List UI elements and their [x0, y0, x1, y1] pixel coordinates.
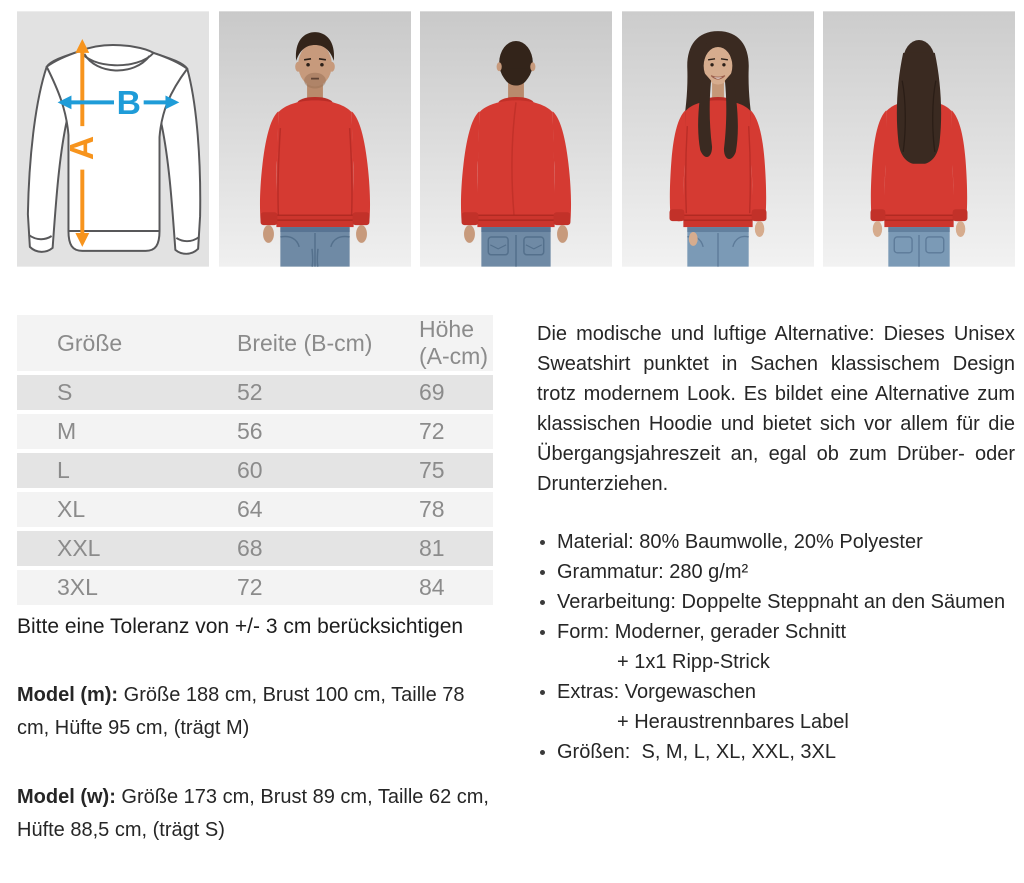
table-cell: 72 [236, 570, 418, 605]
bullet-dot-icon [540, 750, 545, 755]
description-column [537, 311, 1015, 883]
size-table-body [17, 375, 493, 605]
feature-subtext: + Heraustrennbares Label [617, 711, 849, 733]
table-row [17, 375, 493, 410]
feature-item [537, 587, 1015, 617]
table-cell: 60 [236, 453, 418, 488]
table-row [17, 531, 493, 566]
table-row [17, 570, 493, 605]
table-cell: 69 [418, 375, 493, 410]
bullet-dot-icon [540, 630, 545, 635]
table-cell: 81 [418, 531, 493, 566]
feature-text-wrap [557, 737, 836, 767]
size-table-header [17, 315, 493, 371]
feature-text-wrap [557, 557, 748, 587]
feature-item [537, 737, 1015, 767]
feature-item [537, 527, 1015, 557]
feature-item [537, 557, 1015, 587]
feature-item [537, 617, 1015, 677]
table-cell: 56 [236, 414, 418, 449]
table-cell: 3XL [17, 570, 236, 605]
feature-text-wrap [557, 587, 1005, 617]
photo-male-front [219, 10, 411, 268]
product-description: Die modische und luftige Alternative: Dieses Unisex Sweatshirt punktet in Sachen klassischem Design trotz modernem Look. Es bildet eine Alternative zum klassischen Hoodie und bietet sich vor allem für die Übergangsjahreszeit an, egal ob zum Drüber- oder Drunterziehen. [537, 323, 1015, 495]
table-cell: 78 [418, 492, 493, 527]
table-cell: XL [17, 492, 236, 527]
model-label: Model (m): [17, 684, 119, 706]
feature-text: Verarbeitung: Doppelte Steppnaht an den Säumen [557, 591, 1006, 613]
photo-male-back [420, 10, 612, 268]
table-cell: S [17, 375, 236, 410]
sweatshirt-measurement-diagram [17, 10, 209, 268]
female-model-back-photo [823, 10, 1015, 268]
col-header-height: Höhe (A-cm) [418, 315, 493, 371]
feature-text: Extras: Vorgewaschen [557, 681, 756, 703]
model-label: Model (w): [17, 786, 116, 808]
col-header-size: Größe [17, 315, 236, 371]
table-row [17, 492, 493, 527]
feature-text: Grammatur: 280 g/m² [557, 561, 749, 583]
diagram-label-b: B [116, 84, 141, 122]
photo-strip [17, 10, 1015, 268]
feature-text: Material: 80% Baumwolle, 20% Polyester [557, 531, 923, 553]
male-model-front-photo [219, 10, 411, 268]
bullet-dot-icon [540, 540, 545, 545]
table-row [17, 453, 493, 488]
table-cell: L [17, 453, 236, 488]
size-table [17, 311, 493, 609]
content-columns [17, 311, 1015, 883]
table-cell: XXL [17, 531, 236, 566]
table-cell: 64 [236, 492, 418, 527]
table-cell: 84 [418, 570, 493, 605]
model-measurement-line: Model (m): Größe 188 cm, Brust 100 cm, Taille 78 cm, Hüfte 95 cm, (trägt M) [17, 684, 465, 739]
photo-female-back [823, 10, 1015, 268]
diagram-label-a: A [63, 135, 101, 161]
male-model-back-photo [420, 10, 612, 268]
photo-female-front [622, 10, 814, 268]
feature-text-wrap [557, 677, 849, 737]
size-diagram [17, 10, 209, 268]
feature-subtext: + 1x1 Ripp-Strick [617, 651, 770, 673]
table-cell: 72 [418, 414, 493, 449]
feature-text-wrap [557, 617, 846, 677]
model-measurements [17, 679, 493, 847]
table-cell: 68 [236, 531, 418, 566]
table-cell: 52 [236, 375, 418, 410]
size-chart-column [17, 311, 493, 883]
tolerance-note: Bitte eine Toleranz von +/- 3 cm berücksichtigen [17, 615, 464, 638]
model-measurement-line: Model (w): Größe 173 cm, Brust 89 cm, Taille 62 cm, Hüfte 88,5 cm, (trägt S) [17, 786, 489, 841]
feature-text: Größen: S, M, L, XL, XXL, 3XL [557, 741, 837, 763]
feature-text-wrap [557, 527, 923, 557]
table-cell: M [17, 414, 236, 449]
feature-list [537, 527, 1015, 767]
table-row [17, 414, 493, 449]
feature-text: Form: Moderner, gerader Schnitt [557, 621, 847, 643]
female-model-front-photo [622, 10, 814, 268]
feature-item [537, 677, 1015, 737]
product-info-sheet [17, 10, 1015, 883]
bullet-dot-icon [540, 570, 545, 575]
col-header-width: Breite (B-cm) [236, 315, 418, 371]
table-cell: 75 [418, 453, 493, 488]
bullet-dot-icon [540, 690, 545, 695]
bullet-dot-icon [540, 600, 545, 605]
